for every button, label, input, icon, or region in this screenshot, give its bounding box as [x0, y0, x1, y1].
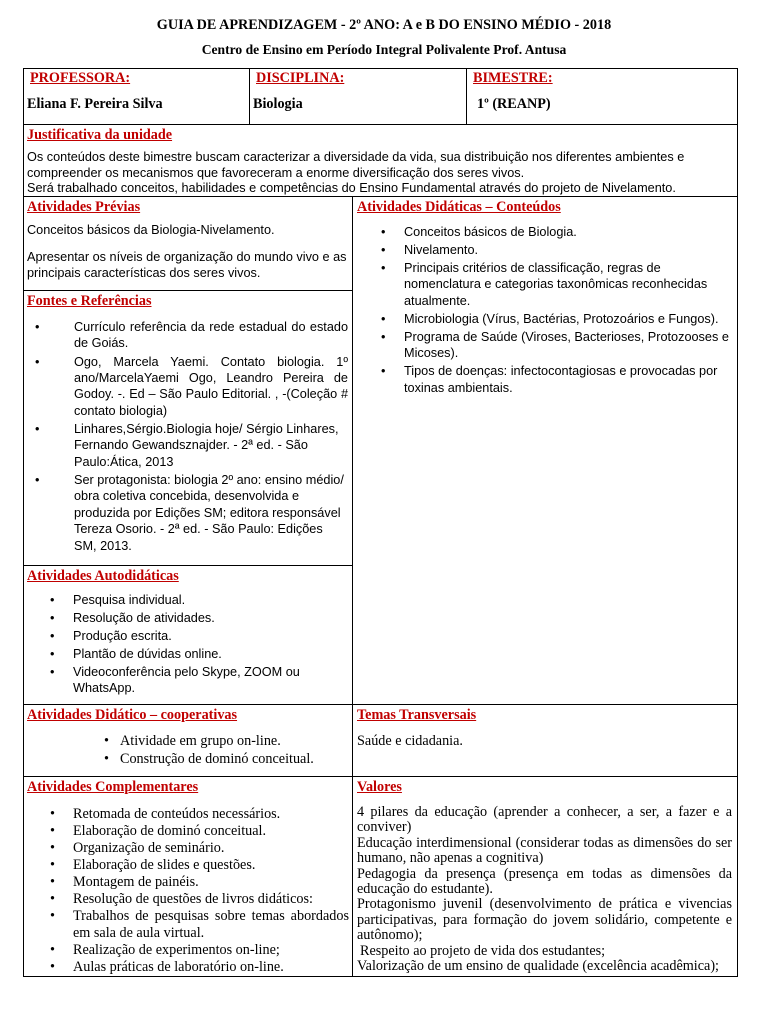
atividades-didaticas-conteudos-heading: Atividades Didáticas – Conteúdos: [357, 199, 561, 215]
professora-cell: [23, 68, 250, 125]
atividades-previas-paragraph: Conceitos básicos da Biologia-Nivelamento.: [27, 223, 275, 237]
justificativa-body: [27, 150, 733, 197]
valores-body: [357, 805, 732, 974]
bimestre-cell: [466, 68, 738, 125]
fontes-list: [24, 319, 348, 554]
valores-paragraph: Protagonismo juvenil (desenvolvimento de prática e vivencias participativas, para formação do jovem solidário, competente e autônomo);: [357, 896, 732, 944]
disciplina-value: Biologia: [253, 96, 303, 112]
list-item: • Produção escrita.: [24, 628, 348, 644]
list-item: • Trabalhos de pesquisas sobre temas abordados em sala de aula virtual.: [24, 908, 349, 942]
temas-transversais-section: [352, 704, 738, 777]
atividades-autodidaticas-section: [23, 565, 353, 705]
justificativa-heading: Justificativa da unidade: [27, 127, 173, 143]
list-item: • Retomada de conteúdos necessários.: [24, 806, 349, 823]
list-item: • Tipos de doenças: infectocontagiosas e provocadas por toxinas ambientais.: [353, 363, 731, 396]
bimestre-value: 1º (REANP): [477, 96, 551, 112]
justificativa-paragraph: Será trabalhado conceitos, habilidades e competências do Ensino Fundamental através do projeto de Nivelamento.: [27, 181, 676, 195]
disciplina-label: DISCIPLINA:: [256, 70, 345, 86]
temas-transversais-text: Saúde e cidadania.: [357, 733, 463, 749]
list-item: • Atividade em grupo on-line.: [24, 733, 348, 750]
list-item: • Plantão de dúvidas online.: [24, 646, 348, 662]
atividades-complementares-section: [23, 776, 353, 977]
temas-transversais-heading: Temas Transversais: [357, 707, 477, 723]
list-item: • Ser protagonista: biologia 2º ano: ensino médio/ obra coletiva concebida, desenvolvida e produzida por Edições SM; editora responsável Tereza Osorio. - 2ª ed. - São Paulo: Edições SM, 2013.: [24, 472, 348, 554]
valores-paragraph: Educação interdimensional (considerar todas as dimensões do ser humano, não apenas a cognitiva): [357, 834, 732, 867]
list-item: • Elaboração de slides e questões.: [24, 857, 349, 874]
atividades-previas-heading: Atividades Prévias: [27, 199, 141, 215]
justificativa-section: [23, 124, 738, 197]
atividades-complementares-body: [24, 806, 349, 976]
school-name: Centro de Ensino em Período Integral Polivalente Prof. Antusa: [201, 42, 567, 57]
atividades-cooperativas-section: [23, 704, 353, 777]
atividades-previas-section: [23, 196, 353, 291]
list-item: • Currículo referência da rede estadual do estado de Goiás.: [24, 319, 348, 352]
valores-paragraph: Valorização de um ensino de qualidade (excelência acadêmica);: [357, 958, 719, 975]
professora-label: PROFESSORA:: [30, 70, 131, 86]
list-item: • Ogo, Marcela Yaemi. Contato biologia. 1º ano/MarcelaYaemi Ogo, Leandro Pereira de Godoy. -. Ed – São Paulo Editorial. , -(Coleção # contato biologia): [24, 354, 348, 420]
list-item: • Pesquisa individual.: [24, 592, 348, 608]
list-item: • Construção de dominó conceitual.: [24, 751, 348, 768]
bimestre-label: BIMESTRE:: [473, 70, 553, 86]
list-item: • Resolução de questões de livros didáticos:: [24, 891, 349, 908]
valores-paragraph: Respeito ao projeto de vida dos estudantes;: [360, 942, 606, 959]
autodidaticas-list: [24, 592, 348, 696]
list-item: • Elaboração de dominó conceitual.: [24, 823, 349, 840]
complementares-list: [24, 806, 349, 976]
valores-paragraph: 4 pilares da educação (aprender a conhecer, a ser, a fazer e a conviver): [357, 804, 732, 836]
conteudos-list: [353, 224, 731, 396]
atividades-autodidaticas-body: [24, 592, 348, 698]
atividades-previas-body: [27, 222, 350, 281]
cooperativas-list: [24, 733, 348, 768]
valores-heading: Valores: [357, 779, 402, 795]
list-item: • Realização de experimentos on-line;: [24, 942, 349, 959]
disciplina-cell: [249, 68, 467, 125]
fontes-referencias-heading: Fontes e Referências: [27, 293, 152, 309]
fontes-referencias-body: [24, 319, 348, 556]
professora-name: Eliana F. Pereira Silva: [27, 96, 163, 112]
list-item: • Aulas práticas de laboratório on-line.: [24, 959, 349, 976]
fontes-referencias-section: [23, 290, 353, 566]
list-item: • Nivelamento.: [353, 242, 731, 258]
atividades-cooperativas-body: [24, 733, 348, 769]
list-item: • Programa de Saúde (Viroses, Bacterioses, Protozooses e Micoses).: [353, 329, 731, 362]
atividades-didaticas-conteudos-body: [353, 224, 731, 398]
atividades-previas-paragraph: Apresentar os níveis de organização do mundo vivo e as principais características dos seres vivos.: [27, 250, 347, 280]
list-item: • Linhares,Sérgio.Biologia hoje/ Sérgio Linhares, Fernando Gewandsznajder. - 2ª ed. - São Paulo:Ática, 2013: [24, 421, 348, 470]
list-item: • Microbiologia (Vírus, Bactérias, Protozoários e Fungos).: [353, 311, 731, 327]
list-item: • Montagem de painéis.: [24, 874, 349, 891]
list-item: • Principais critérios de classificação, regras de nomenclatura e categorias taxonômicas reconhecidas atualmente.: [353, 260, 731, 309]
temas-transversais-body: [357, 733, 731, 750]
atividades-complementares-heading: Atividades Complementares: [27, 779, 199, 795]
atividades-didaticas-conteudos-section: [352, 196, 738, 705]
list-item: • Resolução de atividades.: [24, 610, 348, 626]
list-item: • Videoconferência pelo Skype, ZOOM ou WhatsApp.: [24, 664, 348, 696]
valores-section: [352, 776, 738, 977]
atividades-cooperativas-heading: Atividades Didático – cooperativas: [27, 707, 238, 723]
atividades-autodidaticas-heading: Atividades Autodidáticas: [27, 568, 179, 584]
valores-paragraph: Pedagogia da presença (presença em todas as dimensões da educação do estudante).: [357, 865, 732, 898]
document-title: GUIA DE APRENDIZAGEM - 2º ANO: A e B DO ENSINO MÉDIO - 2018: [156, 17, 612, 33]
list-item: • Organização de seminário.: [24, 840, 349, 857]
justificativa-paragraph: Os conteúdos deste bimestre buscam caracterizar a diversidade da vida, sua distribuição nos diferentes ambientes e compreender os mecanismos que favoreceram a enorme diversificação dos seres vivos.: [27, 150, 685, 180]
list-item: • Conceitos básicos de Biologia.: [353, 224, 731, 240]
